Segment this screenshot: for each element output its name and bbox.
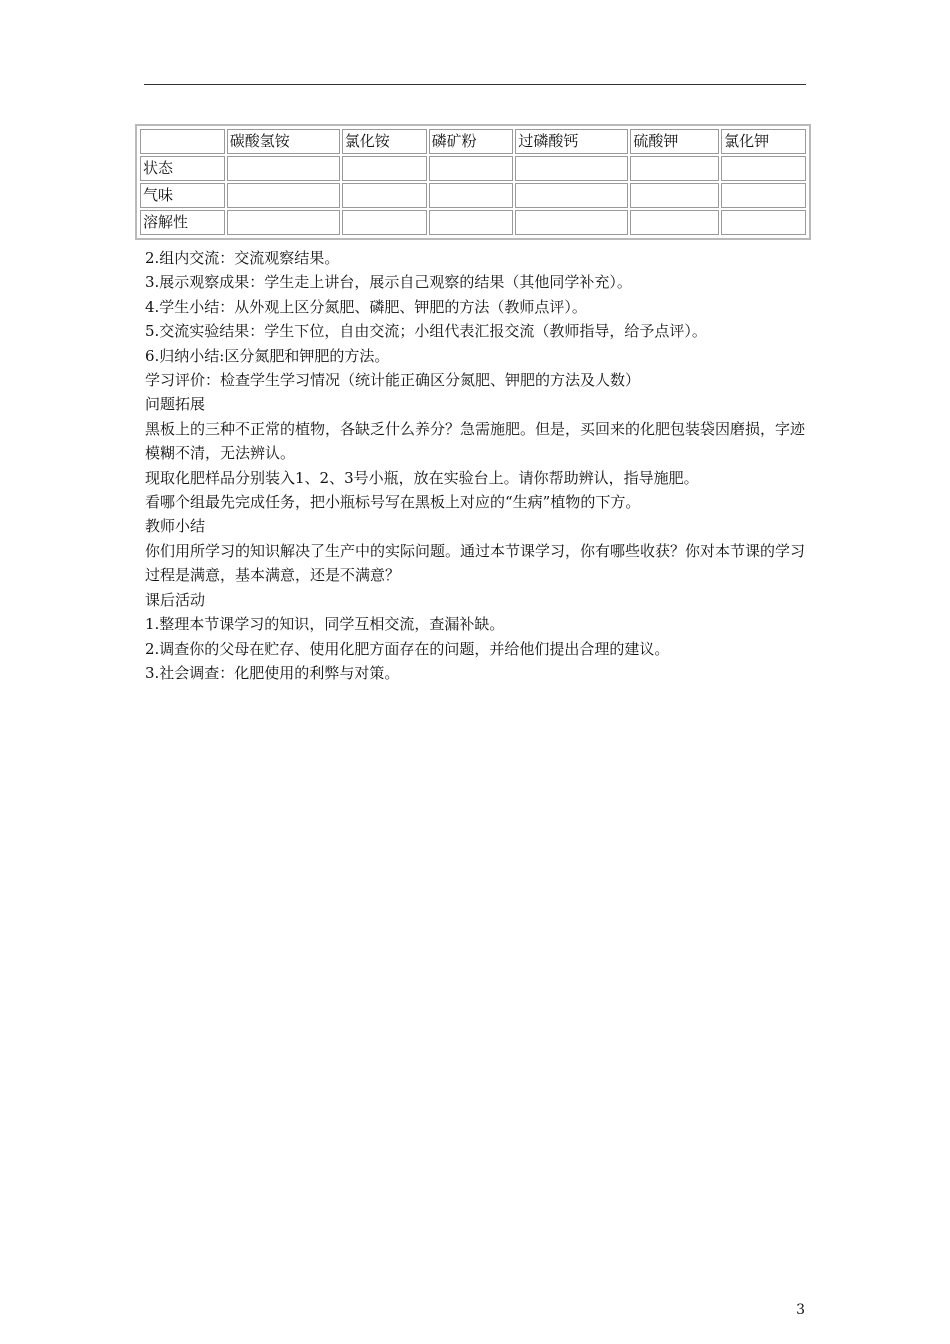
row-label: 气味 <box>140 183 225 208</box>
extension-task: 看哪个组最先完成任务，把小瓶标号写在黑板上对应的“生病”植物的下方。 <box>145 493 641 512</box>
table-cell <box>721 156 806 181</box>
step-6-line: 6.归纳小结:区分氮肥和钾肥的方法。 <box>145 346 390 365</box>
table-cell <box>630 156 719 181</box>
table-cell <box>515 183 628 208</box>
table-header-cell: 过磷酸钙 <box>515 129 628 154</box>
section-heading-activities: 课后活动 <box>145 590 206 609</box>
table-header-cell: 硫酸钾 <box>630 129 719 154</box>
step-5-line: 5.交流实验结果：学生下位，自由交流；小组代表汇报交流（教师指导，给予点评）。 <box>145 322 707 341</box>
extension-instruction: 现取化肥样品分别装入1、2、3号小瓶，放在实验台上。请你帮助辨认，指导施肥。 <box>145 468 699 487</box>
table-cell <box>515 210 628 235</box>
summary-paragraph: 你们用所学习的知识解决了生产中的实际问题。通过本节课学习，你有哪些收获？你对本节课的学习过程是满意，基本满意，还是不满意？ <box>145 541 806 585</box>
header-rule <box>144 84 806 85</box>
row-label: 溶解性 <box>140 210 225 235</box>
table-row <box>140 156 806 181</box>
activity-item-3: 3.社会调查：化肥使用的利弊与对策。 <box>145 663 400 682</box>
table-row <box>140 183 806 208</box>
table-cell <box>227 156 340 181</box>
table-cell <box>429 210 514 235</box>
section-heading-summary: 教师小结 <box>145 517 206 536</box>
table-cell <box>227 210 340 235</box>
page-number: 3 <box>796 1302 805 1318</box>
table-cell <box>630 210 719 235</box>
activity-item-2: 2.调查你的父母在贮存、使用化肥方面存在的问题，并给他们提出合理的建议。 <box>145 639 670 658</box>
step-3-line: 3.展示观察成果：学生走上讲台，展示自己观察的结果（其他同学补充）。 <box>145 273 632 292</box>
extension-paragraph: 黑板上的三种不正常的植物，各缺乏什么养分？急需施肥。但是，买回来的化肥包装袋因磨损，字迹模糊不清，无法辨认。 <box>145 419 806 463</box>
table-cell <box>342 156 427 181</box>
fertilizer-observation-table <box>135 124 811 240</box>
table-cell <box>342 183 427 208</box>
table-header-cell <box>140 129 225 154</box>
table-header-cell: 磷矿粉 <box>429 129 514 154</box>
row-label: 状态 <box>140 156 225 181</box>
table-header-cell: 碳酸氢铵 <box>227 129 340 154</box>
step-2-line: 2.组内交流：交流观察结果。 <box>145 249 340 267</box>
table-cell <box>429 183 514 208</box>
learning-evaluation: 学习评价：检查学生学习情况（统计能正确区分氮肥、钾肥的方法及人数） <box>145 371 641 390</box>
table-cell <box>227 183 340 208</box>
table-cell <box>515 156 628 181</box>
body-text <box>145 246 810 685</box>
table-cell <box>721 183 806 208</box>
activity-item-1: 1.整理本节课学习的知识，同学互相交流，查漏补缺。 <box>145 615 505 634</box>
table-header-row <box>140 129 806 154</box>
table-cell <box>721 210 806 235</box>
section-heading-extension: 问题拓展 <box>145 395 206 414</box>
table-cell <box>630 183 719 208</box>
table-cell <box>429 156 514 181</box>
table-header-cell: 氯化钾 <box>721 129 806 154</box>
table-cell <box>342 210 427 235</box>
table-row <box>140 210 806 235</box>
table-header-cell: 氯化铵 <box>342 129 427 154</box>
step-4-line: 4.学生小结：从外观上区分氮肥、磷肥、钾肥的方法（教师点评）。 <box>145 297 587 316</box>
